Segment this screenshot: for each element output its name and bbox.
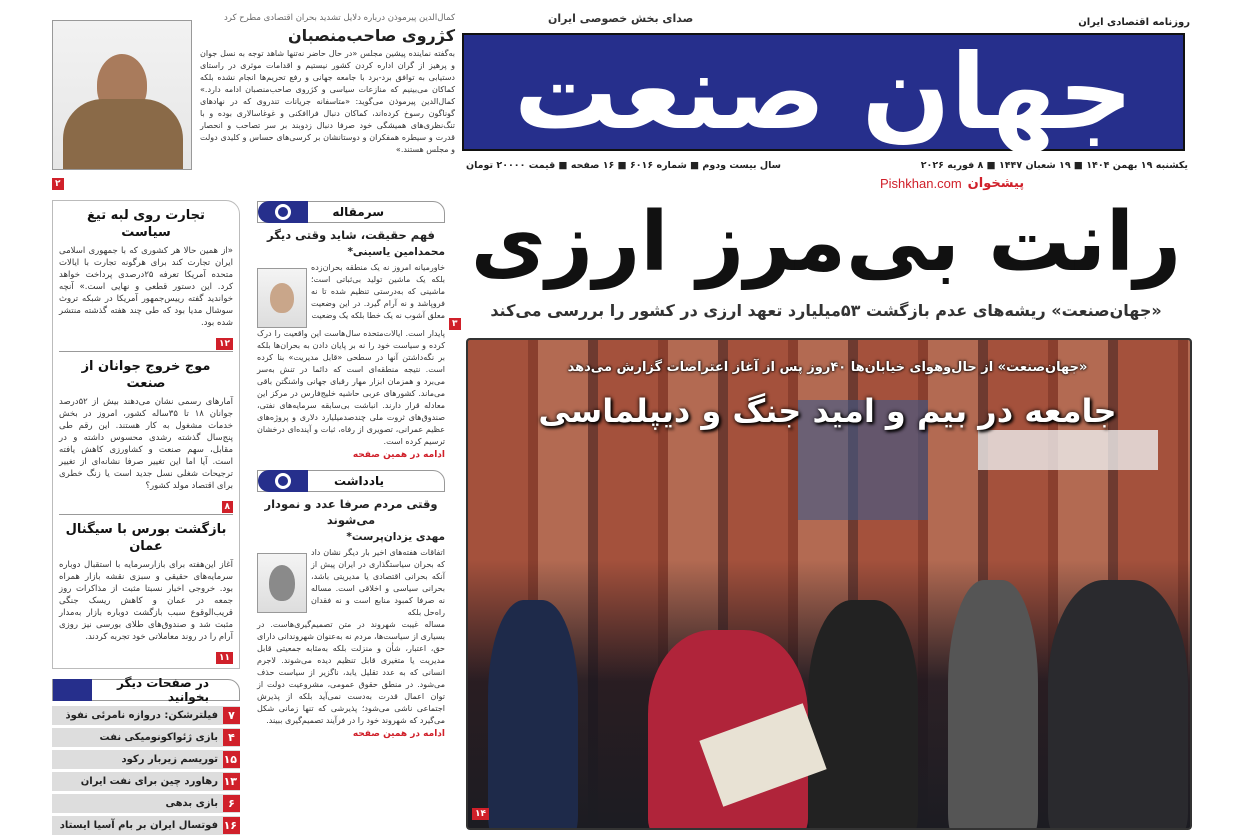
- page-number: ۷: [223, 707, 240, 724]
- masthead-logo: جهان صنعت: [462, 33, 1185, 151]
- editorial-body: پایدار است. ایالات‌متحده سال‌هاست این واقعیت را درک کرده و سیاست خود را نه بر پایان دادن به بحران‌ها بلکه بر نگه‌داشتن آنها در سطحی «قابل مدیریت» بنا کرده است. نتیجه منطقه‌ای است که دائما در تنش به‌سر می‌برد و همزمان ابزار مهار رقبای جهانی واشنگتن باقی می‌ماند. کشورهای عربی حاشیه خلیج‌فارس در مرکز این معادله قرار دارند. انباشت بی‌سابقه سرمایه‌های نفتی، صندوق‌های ثروت ملی چندصدمیلیارد دلاری و پروژه‌های عظیم عمرانی، تصویری از رفاه، ثبات و آینده‌ای درخشان ترسیم کرده است.: [257, 329, 445, 446]
- left-article-1: [59, 207, 233, 352]
- page-number: ۶: [223, 795, 240, 812]
- article-page: ۱۲: [216, 338, 233, 350]
- watermark-fa: پیشخوان: [967, 176, 1025, 191]
- masthead-tagline-left: صدای بخش خصوصی ایران: [548, 12, 694, 25]
- page-number: ۱۵: [223, 751, 240, 768]
- item-label: بازی ژئواکونومیکی نفت: [99, 732, 218, 743]
- headline-page: ۳: [449, 318, 461, 330]
- note-body-wrap: اتفاقات هفته‌های اخیر بار دیگر نشان داد که بحران سیاستگذاری در ایران پیش از آنکه بحرانی اقتصادی یا مدیریتی باشد، بحرانی سیاسی و اخلاقی است. مساله نه صرفا کمبود منابع است و نه فقدان راه‌حل بلکه: [311, 548, 445, 617]
- article-body: آمارهای رسمی نشان می‌دهند بیش از ۵۲درصد جوانان ۱۸ تا ۳۵ساله کشور، امروز در بخش خدمات مشغول به کار هستند. این رقم طی پنج‌سال گذشته رشدی محسوس داشته و در مقابل، سهم صنعت و کشاورزی کاهش یافته است. آیا اما این تغییر صرفا نشانه‌ای از تغییر ترجیحات شغلی نسل جدید است یا زنگ خطری برای اقتصاد مولد کشور؟: [59, 397, 233, 491]
- top-story-kicker: کمال‌الدین پیرموذن درباره دلایل تشدید بحران اقتصادی مطرح کرد: [223, 13, 455, 23]
- section-logo-icon: [53, 679, 92, 701]
- left-article-3: [59, 521, 233, 664]
- section-label: یادداشت: [334, 474, 384, 488]
- page-number: ۱۳: [223, 773, 240, 790]
- item-label: فوتسال ایران بر بام آسیا ایستاد: [59, 820, 218, 831]
- article-title: موج خروج جوانان از صنعت: [81, 359, 211, 391]
- other-pages: [52, 676, 240, 838]
- note: [257, 470, 445, 739]
- note-title: وقتی مردم صرفا عدد و نمودار می‌شوند: [264, 497, 438, 527]
- editorial-author-photo: [257, 268, 307, 328]
- section-logo-icon: [258, 470, 308, 492]
- section-logo-icon: [258, 201, 308, 223]
- other-page-item[interactable]: [52, 728, 240, 747]
- editorial-section-tab: [257, 201, 445, 223]
- other-pages-tab: [52, 676, 240, 704]
- editorial-author: محمدامین یاسینی*: [347, 246, 445, 258]
- note-section-tab: [257, 470, 445, 492]
- top-story-photo: [52, 20, 192, 170]
- section-label: سرمقاله: [332, 205, 384, 219]
- photo-headline: جامعه در بیم و امید جنگ و دیپلماسی: [538, 392, 1117, 430]
- top-story-page: ۲: [52, 178, 64, 190]
- note-continue-link[interactable]: ادامه در همین صفحه: [352, 729, 445, 739]
- item-label: رهاورد چین برای نفت ایران: [80, 776, 218, 787]
- editorial-continue-link[interactable]: ادامه در همین صفحه: [352, 450, 445, 460]
- other-page-item[interactable]: [52, 816, 240, 835]
- item-label: فیلترشکن: دروازه نامرئی نفوذ: [65, 710, 218, 721]
- article-page: ۱۱: [216, 652, 233, 664]
- article-title: بازگشت بورس با سیگنال عمان: [65, 522, 227, 554]
- main-subtitle: «جهان‌صنعت» ریشه‌های عدم بازگشت ۵۳میلیارد تعهد ارزی در کشور را بررسی می‌کند: [490, 301, 1162, 320]
- page-number: ۴: [223, 729, 240, 746]
- note-author-photo: [257, 553, 307, 613]
- article-page: ۸: [222, 501, 234, 513]
- section-label: در صفحات دیگر بخوانید: [117, 676, 209, 704]
- left-stack: [52, 200, 240, 838]
- article-title: تجارت روی لبه تیغ سیاست: [87, 208, 205, 240]
- note-author: مهدی یزدان‌پرست*: [346, 531, 445, 543]
- article-body: آغاز این‌هفته برای بازارسرمایه با استقبال دوباره سرمایه‌های حقیقی و سبزی نقشه بازار همراه بود. خروجی اخبار نسبتا مثبت از مذاکرات روز جمعه در عمان و کاهش ریسک جنگی قریب‌الوقوع سبب بازگشت دوباره بازار به‌مدار مثبت شد و صندوق‌های طلای بورسی نیز روزی آرام را در روند معاملاتی خود تجربه کردند.: [59, 560, 233, 642]
- issue-line: سال بیست ودوم ■ شماره ۶۰۱۶ ■ ۱۶ صفحه ■ قیمت ۲۰۰۰۰ تومان: [466, 160, 781, 171]
- watermark-en: Pishkhan.com: [880, 176, 962, 191]
- editorial-title: فهم حقیقت، شاید وقتی دیگر: [267, 228, 435, 242]
- masthead-tagline-right: روزنامه اقتصادی ایران: [1078, 17, 1190, 28]
- other-page-item[interactable]: [52, 772, 240, 791]
- other-page-item[interactable]: [52, 706, 240, 725]
- article-body: «از همین حالا هر کشوری که با جمهوری اسلامی ایران تجارت کند برای هرگونه تجارت با ایالات متحده آمریکا تعرفه ۲۵درصدی پرداخت خواهد کرد. این دستور قطعی و نهایی است.» آنچه خواندید گفته رییس‌جمهور آمریکا در شبکه تروث سوشال مدیا بود که طی چند هفته گذشته منتشر شده بود.: [59, 246, 233, 328]
- opinion-stack: [257, 201, 445, 739]
- photo-page: ۱۴: [472, 808, 489, 820]
- note-body: مساله غیبت شهروند در متن تصمیم‌گیری‌هاست. در بسیاری از سیاست‌ها، مردم نه به‌عنوان شهروندانی دارای حق، اعتبار، شأن و منزلت بلکه به‌مثابه جمعیتی قابل مدیریت یا متغیری قابل تنظیم دیده می‌شوند. لاجرم انسانی که به عدد تقلیل یابد، ناگزیر از سیاست حذف می‌شود. در منطق حقوق عمومی، مشروعیت دولت از توان اعمال قدرت به‌دست نمی‌آید بلکه از پذیرش اجتماعی ناشی می‌شود؛ پذیرشی که تنها زمانی شکل می‌گیرد که شهروند خود را در فرآیند تصمیم‌گیری ببیند.: [257, 620, 445, 725]
- editorial: [257, 201, 445, 460]
- other-page-item[interactable]: [52, 794, 240, 813]
- photo-kicker: «جهان‌صنعت» از حال‌وهوای خیابان‌ها ۴۰روز پس از آغاز اعتراضات گزارش می‌دهد: [567, 360, 1088, 375]
- left-article-2: [59, 358, 233, 515]
- date-line: یکشنبه ۱۹ بهمن ۱۴۰۴ ■ ۱۹ شعبان ۱۴۴۷ ■ ۸ فوریه ۲۰۲۶: [920, 160, 1188, 171]
- page-number: ۱۶: [223, 817, 240, 834]
- top-story-title: کژروی صاحب‌منصبان: [288, 26, 455, 45]
- top-story-body: به‌گفته نماینده پیشین مجلس «در حال حاضر نه‌تنها شاهد توجه به نسل جوان و پرهیز از گران اداره کردن کشور نیستیم و اقدامات موثری در راستای دستیابی به توافق برد-برد با جامعه جهانی و رفع تحریم‌ها انجام نشده بلکه کماکان می‌بینیم که منازعات سیاسی و کژروی صاحب‌منصبان ادامه دارد.» کمال‌الدین پیرموذن می‌گوید: «متاسفانه جریانات تندروی که در نهادهای گوناگون رسوخ کرده‌اند، کماکان دنبال فراافکنی و غوغاسالاری بوده و با تنگ‌نظری‌های همیشگی خود صرفا دنبال زدوبند بر سر تصاحب و انحصار قدرت و سیطره همفکران و دوستانشان بر کرسی‌های حساس و کلیدی دولت و مجلس هستند.»: [200, 49, 455, 154]
- top-story: [200, 12, 455, 156]
- item-label: بازی بدهی: [165, 798, 218, 809]
- main-headline: رانت بی‌مرز ارزی: [470, 195, 1182, 290]
- item-label: توریسم زیربار رکود: [121, 754, 218, 765]
- editorial-body-wrap: خاورمیانه امروز نه یک منطقه بحران‌زده بلکه یک ماشین تولید بی‌ثباتی است؛ ماشینی که به‌درستی تنظیم شده تا نه فروپاشد و نه آرام گیرد. در این وضعیت معلق آشوب نه یک خطا بلکه یک وضعیت: [311, 263, 445, 320]
- masthead-watermark: [880, 176, 1024, 191]
- left-column: [52, 200, 240, 669]
- other-page-item[interactable]: [52, 750, 240, 769]
